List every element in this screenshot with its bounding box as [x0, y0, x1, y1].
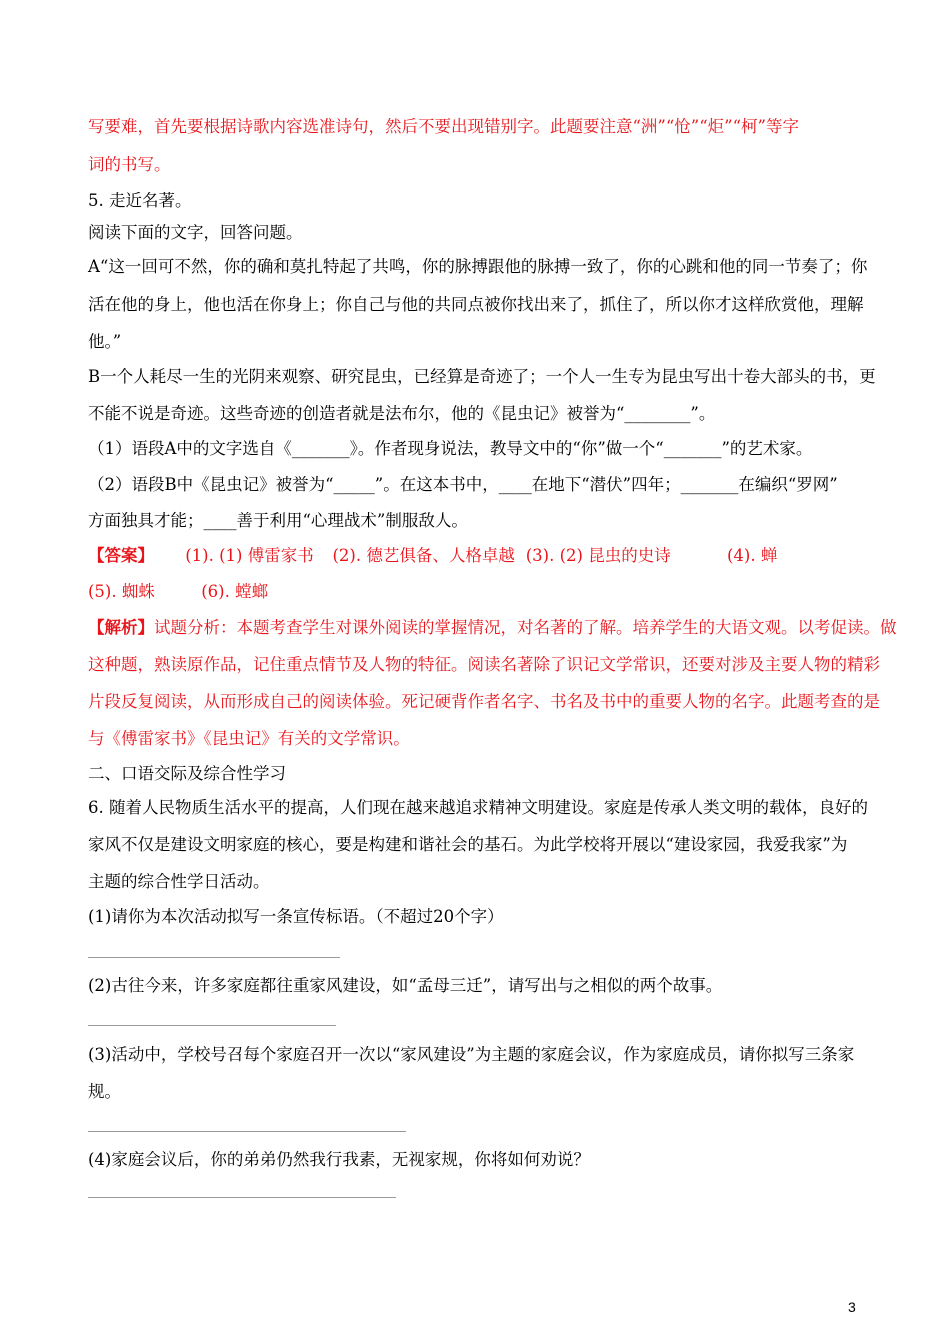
answer-item: (4). 蝉: [727, 546, 778, 565]
question-6-part-3-line-2: 规。: [88, 1082, 121, 1101]
passage-a-line-2: 活在他的身上，他也活在你身上；你自己与他的共同点被你找出来了，抓住了，所以你才这样欣赏他，理解: [88, 295, 864, 314]
answer-line: [88, 1025, 336, 1026]
answer-item: (2). 德艺俱备、人格卓越: [332, 546, 515, 565]
answer-line: [88, 1131, 406, 1132]
question-6-line-3: 主题的综合性学日活动。: [88, 872, 270, 891]
section-2-heading: 二、口语交际及综合性学习: [88, 764, 286, 783]
sub-question-2-line-2: 方面独具才能；____善于利用“心理战术”制服敌人。: [88, 511, 468, 530]
analysis-text: 试题分析：本题考查学生对课外阅读的掌握情况，对名著的了解。培养学生的大语文观。以考促读。做: [154, 618, 897, 637]
analysis-line-1: [88, 617, 897, 639]
question-6-line-1: 6. 随着人民物质生活水平的提高，人们现在越来越追求精神文明建设。家庭是传承人类文明的载体，良好的: [88, 798, 868, 817]
page-number: 3: [848, 1299, 856, 1315]
answer-item: (6). 螳螂: [201, 582, 269, 601]
question-6-line-2: 家风不仅是建设文明家庭的核心，要是构建和谐社会的基石。为此学校将开展以“建设家园，我爱我家”为: [88, 835, 848, 854]
question-6-part-3-line-1: (3)活动中，学校号召每个家庭召开一次以“家风建设”为主题的家庭会议，作为家庭成员，请你拟写三条家: [88, 1045, 855, 1064]
passage-a-line-1: A“这一回可不然，你的确和莫扎特起了共鸣，你的脉搏跟他的脉搏一致了，你的心跳和他的同一节奏了；你: [88, 257, 868, 276]
question-5-title: 5. 走近名著。: [88, 191, 192, 210]
sub-question-1: （1）语段A中的文字选自《_______》。作者现身说法，教导文中的“你”做一个“_______”的艺术家。: [88, 439, 813, 458]
answer-item: (1). (1) 傅雷家书: [185, 546, 314, 565]
passage-a-line-3: 他。”: [88, 332, 122, 351]
passage-b-line-2: 不能不说是奇迹。这些奇迹的创造者就是法布尔，他的《昆虫记》被誉为“________”。: [88, 404, 716, 423]
answer-line: [88, 1197, 396, 1198]
analysis-line-4: 与《傅雷家书》《昆虫记》有关的文学常识。: [88, 729, 410, 748]
sub-question-2-line-1: （2）语段B中《昆虫记》被誉为“_____”。在这本书中，____在地下“潜伏”四年；_______在编织“罗网”: [88, 475, 838, 494]
intro-red-line-1: 写要难，首先要根据诗歌内容选准诗句，然后不要出现错别字。此题要注意“洲”“怆”“炬”“柯”等字: [88, 117, 799, 136]
intro-red-line-2: 词的书写。: [88, 155, 171, 174]
question-5-instruction: 阅读下面的文字，回答问题。: [88, 223, 303, 242]
question-6-part-2: (2)古往今来，许多家庭都往重家风建设，如“孟母三迁”，请写出与之相似的两个故事。: [88, 976, 723, 995]
answer-item: (3). (2) 昆虫的史诗: [525, 546, 671, 565]
passage-b-line-1: B一个人耗尽一生的光阴来观察、研究昆虫，已经算是奇迹了；一个人一生专为昆虫写出十卷大部头的书，更: [88, 367, 876, 386]
answer-line: [88, 957, 340, 958]
question-6-part-1: (1)请你为本次活动拟写一条宣传标语。（不超过20个字）: [88, 907, 504, 926]
analysis-line-2: 这种题，熟读原作品，记住重点情节及人物的特征。阅读名著除了识记文学常识，还要对涉及主要人物的精彩: [88, 655, 880, 674]
question-6-part-4: (4)家庭会议后，你的弟弟仍然我行我素，无视家规，你将如何劝说？: [88, 1150, 590, 1169]
answer-label: 【答案】: [88, 546, 154, 565]
answer-row-1: [88, 545, 868, 567]
answer-item: (5). 蜘蛛: [88, 582, 155, 601]
analysis-label: 【解析】: [88, 618, 154, 637]
answer-row-2: [88, 581, 868, 603]
analysis-line-3: 片段反复阅读，从而形成自己的阅读体验。死记硬背作者名字、书名及书中的重要人物的名字。此题考查的是: [88, 692, 880, 711]
